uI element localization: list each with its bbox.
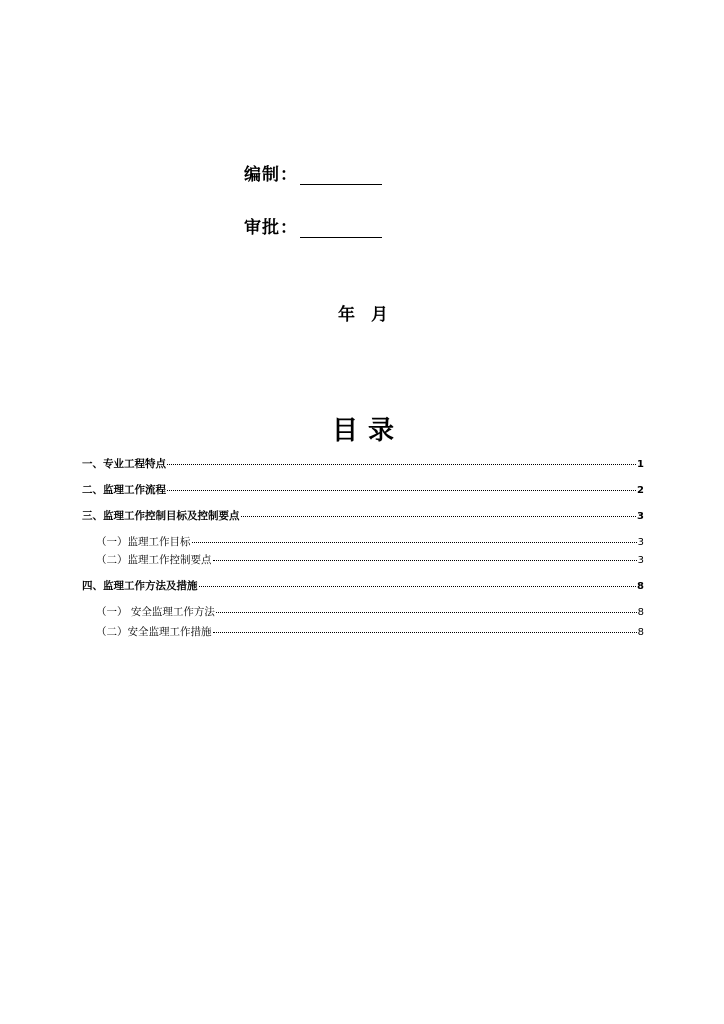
- toc-entry[interactable]: [82, 578, 644, 593]
- toc-entry[interactable]: [82, 552, 644, 567]
- toc-entry-text: （一） 安全监理工作方法: [96, 606, 215, 618]
- toc-entry[interactable]: [82, 508, 644, 523]
- year-label: 年: [338, 305, 357, 325]
- toc-entry-text: （二）安全监理工作措施: [96, 626, 212, 638]
- toc-entry[interactable]: [82, 624, 644, 639]
- month-label: 月: [371, 305, 390, 325]
- toc-leader-dots: [192, 542, 637, 543]
- toc-leader-dots: [199, 586, 637, 587]
- toc-title-char-2: 录: [368, 416, 405, 446]
- toc-entry[interactable]: [82, 482, 644, 497]
- compiled-by-label: 编制：: [244, 165, 298, 185]
- toc-entry[interactable]: [82, 534, 644, 549]
- toc-entry-text: （二）监理工作控制要点: [96, 554, 212, 566]
- toc-leader-dots: [167, 464, 636, 465]
- toc-entry-page: 2: [637, 485, 644, 496]
- toc-entry-text: 二、监理工作流程: [82, 484, 166, 496]
- toc-leader-dots: [216, 612, 637, 613]
- compiled-by-blank: [300, 166, 382, 185]
- toc-entry-text: （一）监理工作目标: [96, 536, 191, 548]
- toc-title: [0, 410, 724, 447]
- toc-entry-page: 1: [637, 459, 644, 470]
- toc-entry-page: 3: [637, 537, 644, 548]
- toc-entry-page: 8: [637, 607, 644, 618]
- compiled-by-line: [244, 160, 382, 185]
- toc-entry-page: 3: [637, 511, 644, 522]
- toc-leader-dots: [213, 632, 637, 633]
- toc-title-char-1: 目: [331, 416, 368, 446]
- toc-entry-page: 8: [637, 627, 644, 638]
- toc-entry-text: 一、专业工程特点: [82, 458, 166, 470]
- toc-entry-text: 四、监理工作方法及措施: [82, 580, 198, 592]
- approved-by-label: 审批：: [244, 218, 298, 238]
- approved-by-line: [244, 213, 382, 238]
- toc-entry-page: 3: [637, 555, 644, 566]
- toc-leader-dots: [241, 516, 637, 517]
- toc-entry-page: 8: [637, 581, 644, 592]
- toc-entry[interactable]: [82, 456, 644, 471]
- toc-leader-dots: [167, 490, 636, 491]
- toc-entry-text: 三、监理工作控制目标及控制要点: [82, 510, 240, 522]
- approved-by-blank: [300, 219, 382, 238]
- date-line: [0, 300, 724, 325]
- toc-entry[interactable]: [82, 604, 644, 619]
- toc-leader-dots: [213, 560, 637, 561]
